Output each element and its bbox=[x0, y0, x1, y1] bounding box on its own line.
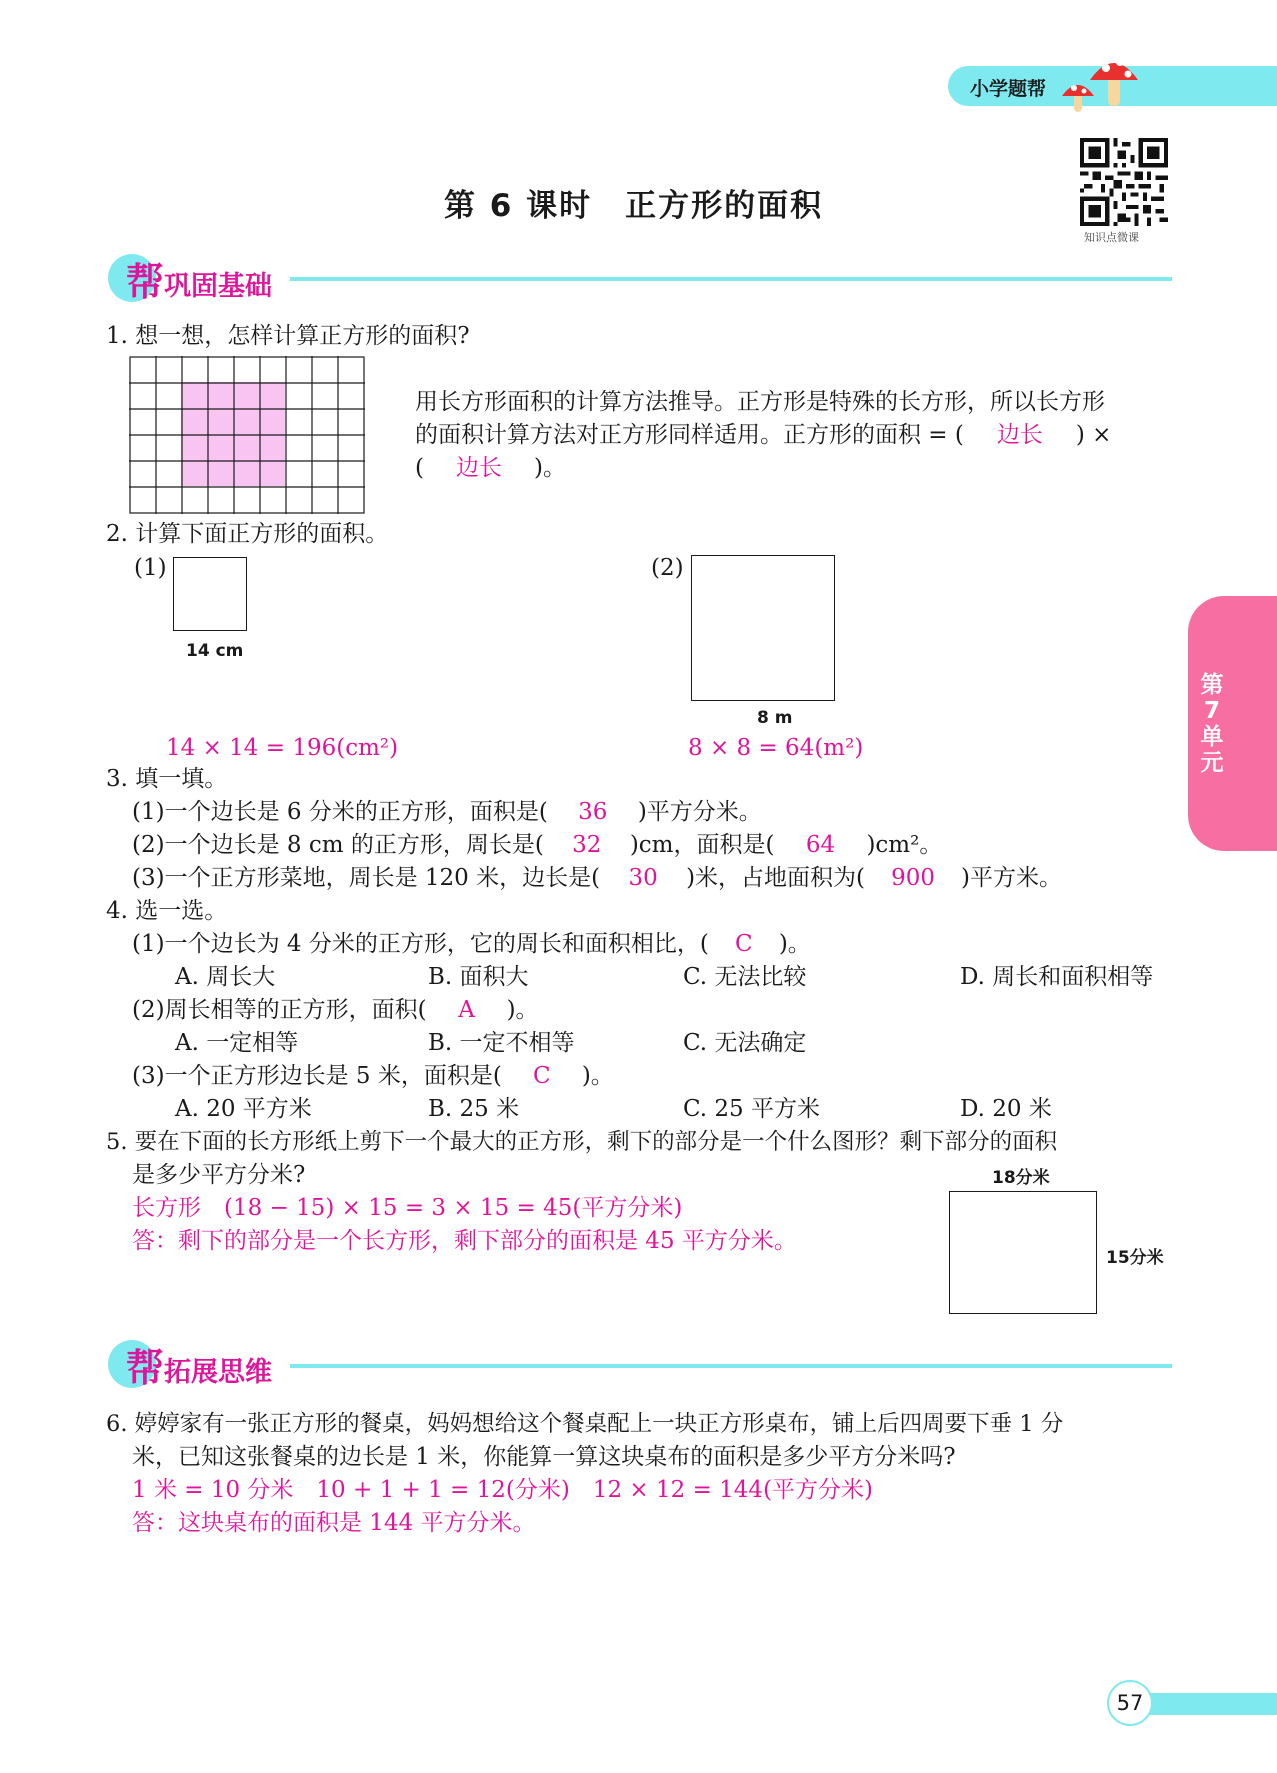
q4-3-option-c[interactable]: C. 25 平方米 bbox=[683, 1096, 820, 1122]
q4-text: (3)一个正方形边长是 5 米，面积是( bbox=[132, 1063, 502, 1089]
q1-text: 的面积计算方法对正方形同样适用。正方形的面积 = ( bbox=[415, 422, 964, 448]
q5-line2: 是多少平方分米? bbox=[132, 1162, 306, 1188]
section-heading-text: 巩固基础 bbox=[164, 271, 273, 302]
q2-square-2-label: 8 m bbox=[757, 708, 793, 728]
q3-line1 bbox=[132, 797, 762, 827]
q4-answer-1: C bbox=[735, 931, 753, 957]
q3-answer-2: 32 bbox=[572, 832, 602, 858]
q5-answer-calc: 长方形 (18 − 15) × 15 = 3 × 15 = 45(平方分米) bbox=[132, 1195, 683, 1221]
section-heading-mark: 帮 bbox=[126, 1346, 165, 1390]
q5-rectangle bbox=[949, 1191, 1097, 1314]
q1-grid-figure bbox=[129, 356, 365, 514]
q1-text-line2 bbox=[415, 420, 1111, 450]
section-heading-extend bbox=[126, 1337, 272, 1392]
unit-tab-label: 第7单元 bbox=[1200, 672, 1224, 776]
q3-text: (3)一个正方形菜地，周长是 120 米，边长是( bbox=[132, 865, 601, 891]
q3-line3 bbox=[132, 863, 1062, 893]
q2-square-2 bbox=[691, 555, 835, 701]
q4-text: )。 bbox=[581, 1063, 614, 1089]
q4-text: )。 bbox=[506, 997, 539, 1023]
q1-text-line3 bbox=[415, 453, 566, 483]
q1-answer-2: 边长 bbox=[455, 455, 502, 481]
q2-answer-2: 8 × 8 = 64(m²) bbox=[688, 735, 864, 761]
section-heading-mark: 帮 bbox=[126, 260, 165, 304]
q4-sub3 bbox=[132, 1061, 614, 1091]
q3-text: )平方米。 bbox=[961, 865, 1063, 891]
q3-answer-1: 36 bbox=[578, 799, 608, 825]
q3-text: )cm²。 bbox=[866, 832, 943, 858]
pink-square bbox=[181, 382, 285, 486]
q2-part1-tag: (1) bbox=[134, 555, 167, 581]
q4-2-option-c[interactable]: C. 无法确定 bbox=[683, 1030, 807, 1056]
q4-1-option-d[interactable]: D. 周长和面积相等 bbox=[960, 964, 1154, 990]
q4-3-option-d[interactable]: D. 20 米 bbox=[960, 1096, 1052, 1122]
section-heading-basic bbox=[126, 251, 272, 306]
q4-2-option-a[interactable]: A. 一定相等 bbox=[175, 1030, 299, 1056]
q1-text: ( bbox=[415, 455, 424, 481]
mushroom-icon bbox=[1060, 46, 1140, 116]
q4-3-option-a[interactable]: A. 20 平方米 bbox=[175, 1096, 312, 1122]
q4-2-option-b[interactable]: B. 一定不相等 bbox=[428, 1030, 575, 1056]
q4-text: )。 bbox=[778, 931, 811, 957]
q4-1-option-b[interactable]: B. 面积大 bbox=[428, 964, 529, 990]
q4-text: (2)周长相等的正方形，面积( bbox=[132, 997, 427, 1023]
page-title: 第 6 课时 正方形的面积 bbox=[444, 188, 824, 224]
q3-answer-3: 64 bbox=[805, 832, 836, 858]
q1-text: ) × bbox=[1075, 422, 1112, 448]
q3-text: )cm，面积是( bbox=[629, 832, 775, 858]
q5-height-label: 15分米 bbox=[1106, 1248, 1164, 1268]
q3-text: )米，占地面积为( bbox=[686, 865, 866, 891]
q3-answer-5: 900 bbox=[891, 865, 935, 891]
q5-line1: 5. 要在下面的长方形纸上剪下一个最大的正方形，剩下的部分是一个什么图形？剩下部分的面积 bbox=[106, 1129, 1058, 1155]
q1-stem: 1. 想一想，怎样计算正方形的面积? bbox=[106, 323, 470, 349]
q6-answer-calc: 1 米 = 10 分米 10 + 1 + 1 = 12(分米) 12 × 12 = 144(平方分米) bbox=[132, 1477, 874, 1503]
q4-1-option-a[interactable]: A. 周长大 bbox=[175, 964, 276, 990]
q1-answer-1: 边长 bbox=[996, 422, 1043, 448]
q5-width-label: 18分米 bbox=[992, 1168, 1050, 1188]
q2-part2-tag: (2) bbox=[651, 555, 684, 581]
q4-stem: 4. 选一选。 bbox=[106, 898, 228, 924]
q2-square-1 bbox=[173, 557, 247, 631]
q2-answer-1: 14 × 14 = 196(cm²) bbox=[166, 735, 399, 761]
q4-1-option-c[interactable]: C. 无法比较 bbox=[683, 964, 807, 990]
q3-line2 bbox=[132, 830, 942, 860]
q2-stem: 2. 计算下面正方形的面积。 bbox=[106, 521, 389, 547]
q4-3-option-b[interactable]: B. 25 米 bbox=[428, 1096, 520, 1122]
q6-line1: 6. 婷婷家有一张正方形的餐桌，妈妈想给这个餐桌配上一块正方形桌布，铺上后四周要下垂 1 分 bbox=[106, 1411, 1064, 1437]
q4-sub1 bbox=[132, 929, 811, 959]
section-heading-text: 拓展思维 bbox=[164, 1357, 273, 1388]
section-divider bbox=[290, 1364, 1172, 1368]
q6-line2: 米，已知这张餐桌的边长是 1 米，你能算一算这块桌布的面积是多少平方分米吗? bbox=[132, 1444, 956, 1470]
qr-code-icon[interactable] bbox=[1080, 138, 1168, 226]
qr-caption: 知识点微课 bbox=[1084, 231, 1139, 244]
q4-sub2 bbox=[132, 995, 539, 1025]
q4-text: (1)一个边长为 4 分米的正方形，它的周长和面积相比，( bbox=[132, 931, 709, 957]
q3-stem: 3. 填一填。 bbox=[106, 766, 228, 792]
q1-text: )。 bbox=[533, 455, 566, 481]
q1-text-line1: 用长方形面积的计算方法推导。正方形是特殊的长方形，所以长方形 bbox=[415, 389, 1105, 415]
q3-text: (2)一个边长是 8 cm 的正方形，周长是( bbox=[132, 832, 544, 858]
q4-answer-2: A bbox=[458, 997, 475, 1023]
section-divider bbox=[290, 277, 1172, 281]
page-number: 57 bbox=[1107, 1680, 1153, 1726]
q2-square-1-label: 14 cm bbox=[186, 641, 244, 661]
q4-answer-3: C bbox=[533, 1063, 551, 1089]
q3-text: (1)一个边长是 6 分米的正方形，面积是( bbox=[132, 799, 548, 825]
q6-answer-text: 答：这块桌布的面积是 144 平方分米。 bbox=[132, 1510, 536, 1536]
q3-text: )平方分米。 bbox=[637, 799, 762, 825]
q5-answer-text: 答：剩下的部分是一个长方形，剩下部分的面积是 45 平方分米。 bbox=[132, 1228, 797, 1254]
q3-answer-4: 30 bbox=[628, 865, 658, 891]
brand-name: 小学题帮 bbox=[970, 78, 1047, 100]
